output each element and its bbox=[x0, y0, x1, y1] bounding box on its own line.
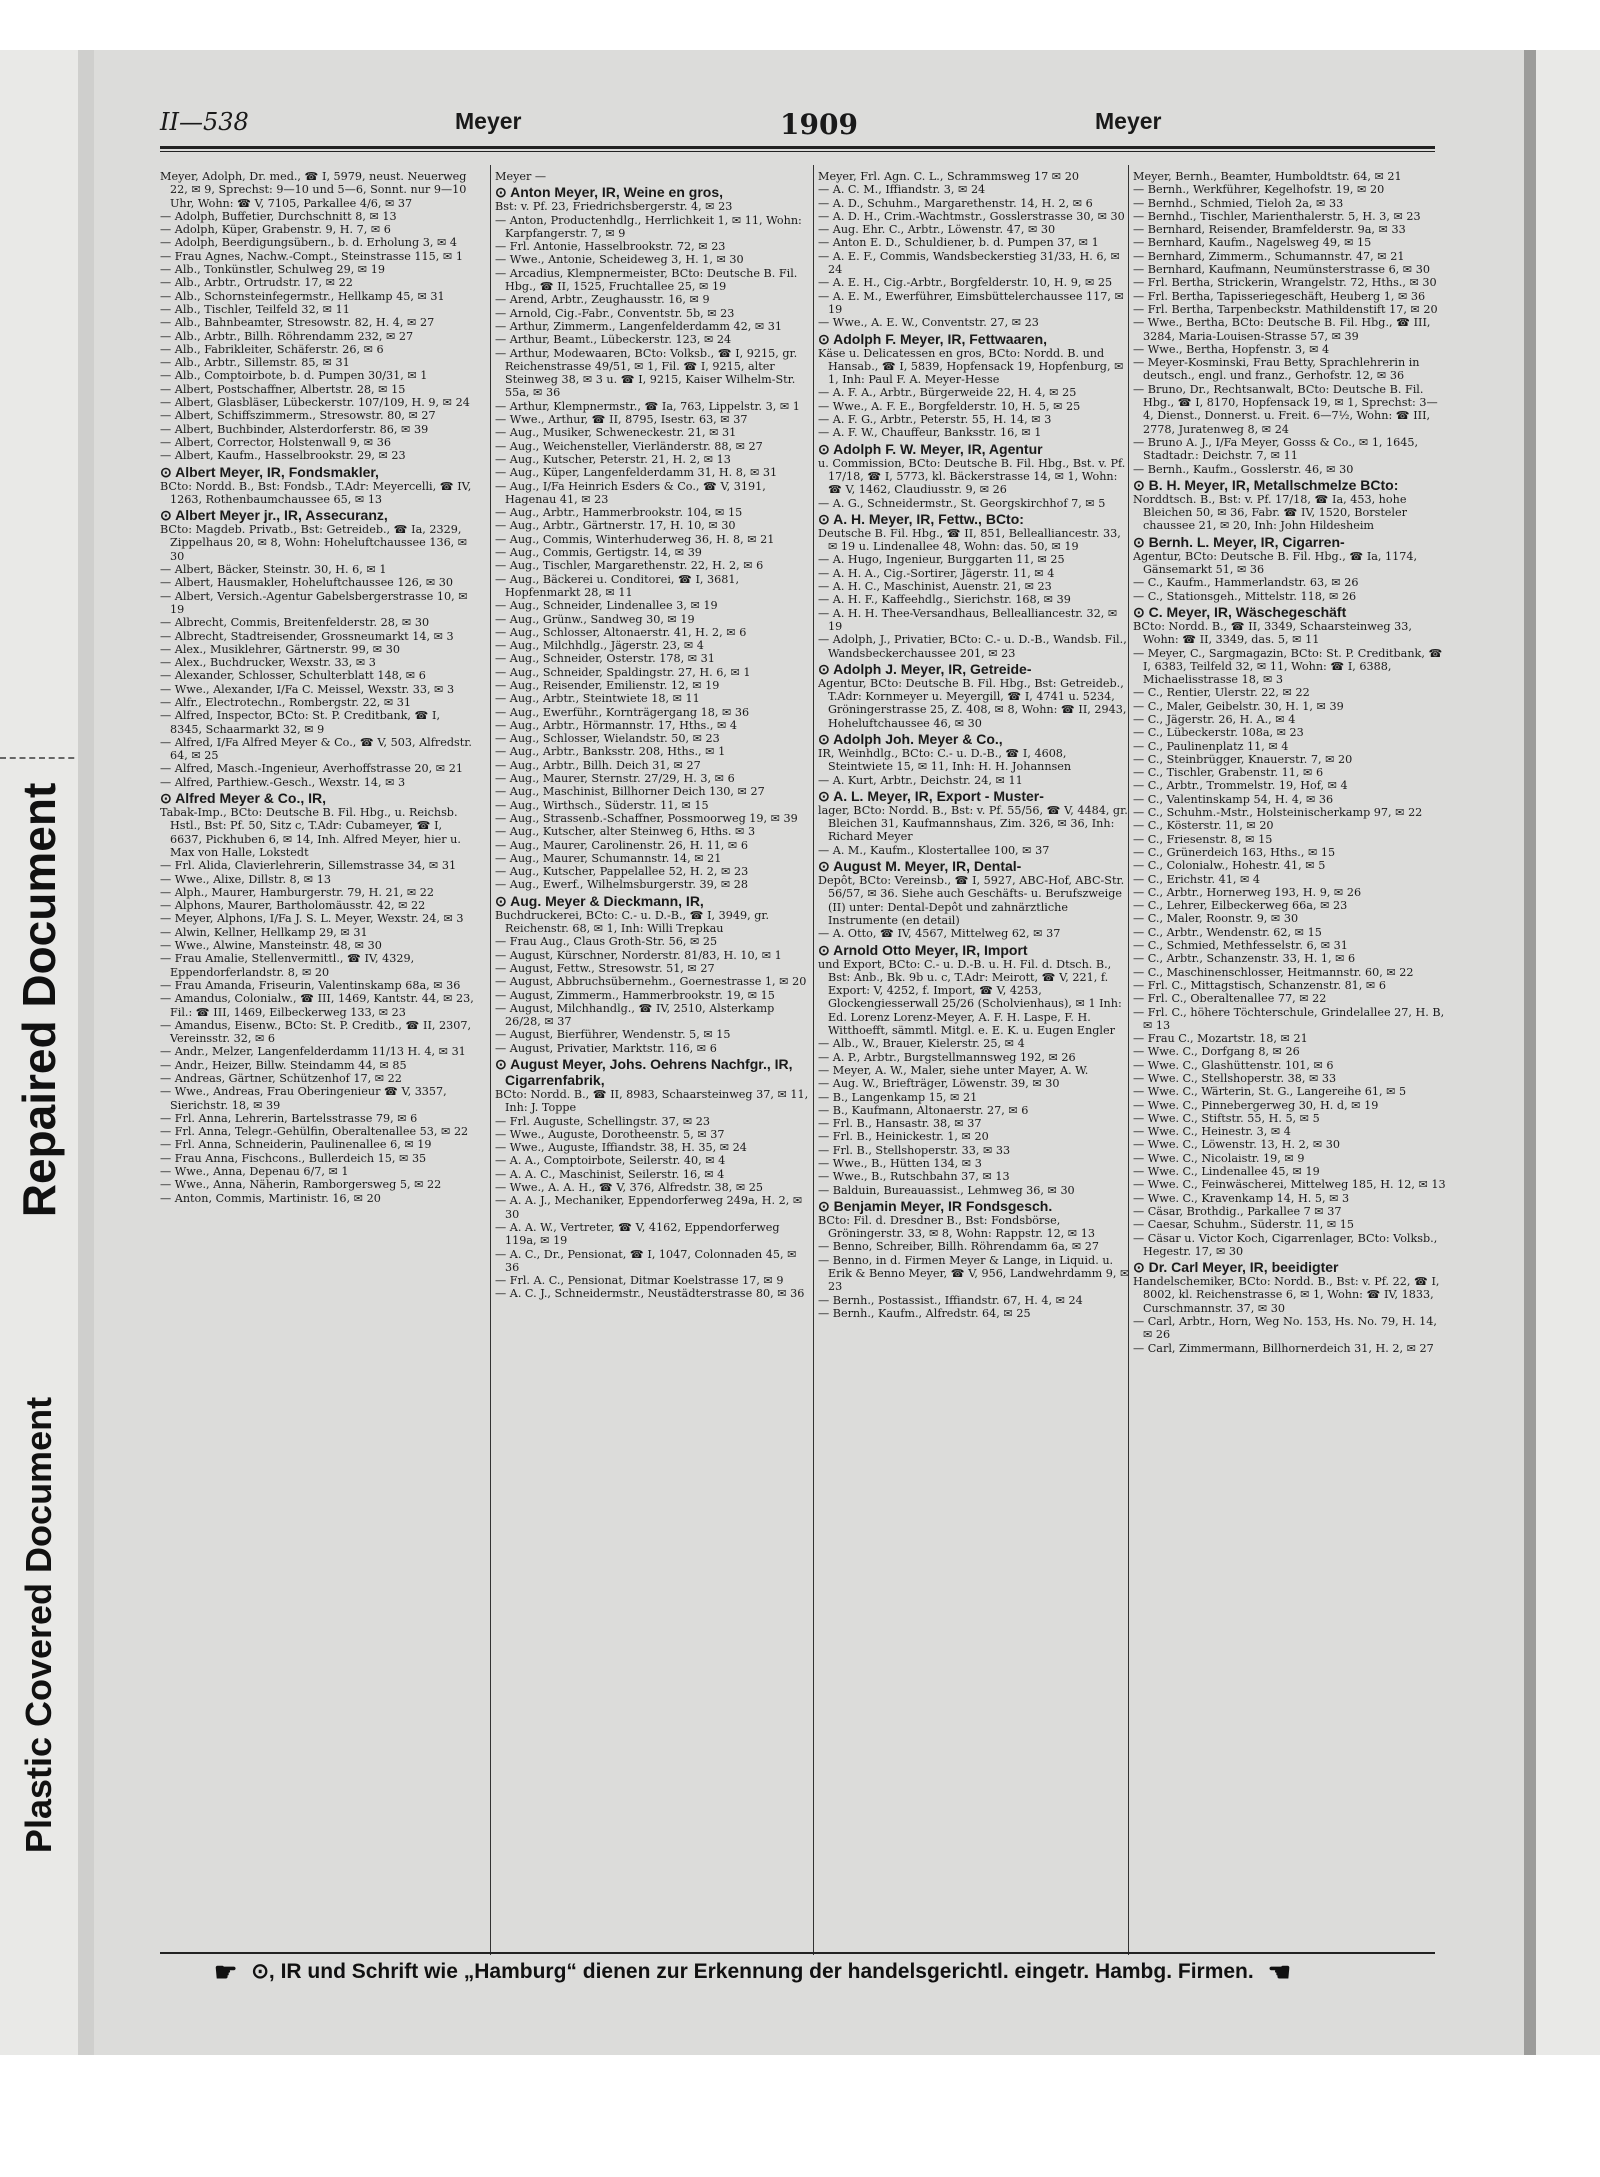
directory-entry: — A. F. G., Arbtr., Peterstr. 55, H. 14, ✉ 3 bbox=[818, 413, 1052, 427]
directory-entry: — Arnold, Cig.-Fabr., Conventstr. 5b, ✉ 23 bbox=[495, 306, 735, 320]
directory-column-2 bbox=[495, 170, 810, 1948]
directory-entry: — A. A. J., Mechaniker, Eppendorferweg 249a, H. 2, ✉ 30 bbox=[495, 1194, 803, 1221]
directory-entry: — C., Lehrer, Eilbeckerweg 66a, ✉ 23 bbox=[1133, 899, 1348, 913]
directory-entry: — Wwe., Alwine, Mansteinstr. 48, ✉ 30 bbox=[160, 939, 382, 953]
directory-entry: — Andr., Melzer, Langenfelderdamm 11/13 H. 4, ✉ 31 bbox=[160, 1045, 466, 1059]
directory-entry: — C., Jägerstr. 26, H. A., ✉ 4 bbox=[1133, 712, 1296, 726]
directory-entry: Meyer, Adolph, Dr. med., ☎ I, 5979, neust. Neuerweg 22, ✉ 9, Sprechst: 9—10 und 5—6, Sonnt. nur 9—10 Uhr, Wohn: ☎ V, 7105, Parkallee 4/6, ✉ 37 bbox=[160, 170, 467, 210]
directory-entry: BCto: Nordd. B., ☎ II, 3349, Schaarsteinweg 33, Wohn: ☎ II, 3349, das. 5, ✉ 11 bbox=[1133, 619, 1412, 647]
directory-entry: — Frl. C., Oberaltenallee 77, ✉ 22 bbox=[1133, 992, 1327, 1006]
directory-entry: — August, Zimmerm., Hammerbrookstr. 19, ✉ 15 bbox=[495, 988, 775, 1002]
directory-entry: — Aug., Weichensteller, Vierländerstr. 88, ✉ 27 bbox=[495, 439, 763, 453]
directory-entry: — Wwe., Auguste, Dorotheenstr. 5, ✉ 37 bbox=[495, 1127, 725, 1141]
firm-entry: ⊙ Anton Meyer, IR, Weine en gros, bbox=[495, 184, 723, 201]
directory-entry: — Bernhard, Kaufm., Nagelsweg 49, ✉ 15 bbox=[1133, 236, 1372, 250]
directory-entry: — Frau Amanda, Friseurin, Valentinskamp 68a, ✉ 36 bbox=[160, 978, 461, 992]
directory-entry: Agentur, BCto: Deutsche B. Fil. Hbg., ☎ Ia, 1174, Gänsemarkt 51, ✉ 36 bbox=[1133, 549, 1418, 577]
directory-entry: lager, BCto: Nordd. B., Bst: v. Pf. 55/56, ☎ V, 4484, gr. Bleichen 31, Kaufmannshaus, Zim. 326, ✉ 36, Inh: Richard Meyer bbox=[818, 803, 1128, 844]
directory-entry: — A. H. A., Cig.-Sortirer, Jägerstr. 11, ✉ 4 bbox=[818, 566, 1055, 580]
directory-entry: — Wwe., B., Rutschbahn 37, ✉ 13 bbox=[818, 1170, 1010, 1184]
directory-entry: — Wwe. C., Wärterin, St. G., Langereihe 61, ✉ 5 bbox=[1133, 1085, 1407, 1099]
directory-entry: — A. D., Schuhm., Margarethenstr. 14, H. 2, ✉ 6 bbox=[818, 196, 1093, 210]
header-left-name: Meyer bbox=[455, 108, 522, 134]
directory-entry: — A. A. C., Maschinist, Seilerstr. 16, ✉ 4 bbox=[495, 1167, 725, 1181]
header-rule bbox=[160, 146, 1435, 149]
directory-entry: — Bernhard, Reisender, Bramfelderstr. 9a, ✉ 33 bbox=[1133, 223, 1406, 237]
directory-entry: — Aug., Maurer, Sternstr. 27/29, H. 3, ✉ 6 bbox=[495, 772, 735, 786]
firm-entry: ⊙ Albert Meyer jr., IR, Assecuranz, bbox=[160, 507, 388, 524]
directory-entry: — Adolph, J., Privatier, BCto: C.- u. D.-B., Wandsb. Fil., Wandsbeckerchaussee 201, ✉ 23 bbox=[818, 633, 1127, 660]
directory-entry: — Anton, Productenhdlg., Herrlichkeit 1, ✉ 11, Wohn: Karpfangerstr. 7, ✉ 9 bbox=[495, 213, 802, 240]
directory-entry: Buchdruckerei, BCto: C.- u. D.-B., ☎ I, 3949, gr. Reichenstr. 68, ✉ 1, Inh: Willi Trepkau bbox=[495, 908, 770, 936]
directory-entry: — A. C., Dr., Pensionat, ☎ I, 1047, Colonnaden 45, ✉ 36 bbox=[495, 1247, 797, 1274]
directory-entry: — B., Kaufmann, Altonaerstr. 27, ✉ 6 bbox=[818, 1103, 1029, 1117]
directory-entry: Deutsche B. Fil. Hbg., ☎ II, 851, Bellealliancestr. 33, ✉ 19 u. Lindenallee 48, Wohn: das. 50, ✉ 19 bbox=[818, 526, 1121, 554]
directory-entry: — Aug., Arbtr., Hörmannstr. 17, Hths., ✉ 4 bbox=[495, 718, 737, 732]
directory-entry: Agentur, BCto: Deutsche B. Fil. Hbg., Bst: Getreideb., T.Adr: Kornmeyer u. Meyergill, ☎ I, 4741 u. 5234, Gröningerstrasse 25, Z. 408, ✉ 8, Wohn: ☎ II, 2943, Hoheluftchaussee 46, ✉ 30 bbox=[818, 676, 1127, 730]
directory-entry: — Alb., Arbtr., Ortrudstr. 17, ✉ 22 bbox=[160, 276, 353, 290]
directory-entry: — Frau Agnes, Nachw.-Compt., Steinstrasse 115, ✉ 1 bbox=[160, 249, 463, 263]
header-right-name: Meyer bbox=[1095, 108, 1162, 134]
directory-entry: — C., Maler, Geibelstr. 30, H. 1, ✉ 39 bbox=[1133, 699, 1344, 713]
directory-entry: BCto: Nordd. B., Bst: Fondsb., T.Adr: Meyercelli, ☎ IV, 1263, Rothenbaumchaussee 65, ✉ 13 bbox=[160, 479, 472, 506]
directory-entry: — Wwe., Antonie, Scheideweg 3, H. 1, ✉ 30 bbox=[495, 253, 744, 267]
directory-entry: — Albrecht, Commis, Breitenfelderstr. 28, ✉ 30 bbox=[160, 616, 430, 630]
directory-entry: — B., Langenkamp 15, ✉ 21 bbox=[818, 1090, 978, 1104]
directory-entry: — A. Otto, ☎ IV, 4567, Mittelweg 62, ✉ 37 bbox=[818, 927, 1061, 941]
firm-entry: ⊙ Benjamin Meyer, IR Fondsgesch. bbox=[818, 1197, 1053, 1214]
directory-entry: — Meyer, C., Sargmagazin, BCto: St. P. Creditbank, ☎ I, 6383, Teilfeld 32, ✉ 11, Wohn: ☎ I, 6388, Michaelisstrasse 18, ✉ 3 bbox=[1133, 646, 1443, 687]
directory-entry: — Alfred, Masch.-Ingenieur, Averhoffstrasse 20, ✉ 21 bbox=[160, 762, 463, 776]
directory-entry: — Frl. Anna, Schneiderin, Paulinenallee 6, ✉ 19 bbox=[160, 1138, 432, 1152]
directory-entry: — Wwe. C., Glashüttenstr. 101, ✉ 6 bbox=[1133, 1058, 1334, 1072]
directory-entry: — Bernhd., Schmied, Tieloh 2a, ✉ 33 bbox=[1133, 196, 1344, 210]
directory-entry: — A. G., Schneidermstr., St. Georgskirchhof 7, ✉ 5 bbox=[818, 496, 1106, 510]
directory-entry: — Aug., Grünw., Sandweg 30, ✉ 19 bbox=[495, 612, 695, 626]
directory-entry: — Albert, Hausmakler, Hoheluftchaussee 126, ✉ 30 bbox=[160, 576, 453, 590]
directory-entry: — C., Friesenstr. 8, ✉ 15 bbox=[1133, 832, 1273, 846]
directory-entry: — Frau C., Mozartstr. 18, ✉ 21 bbox=[1133, 1032, 1308, 1046]
directory-entry: — Wwe., A. F. E., Borgfelderstr. 10, H. 5, ✉ 25 bbox=[818, 399, 1081, 413]
directory-entry: — A. F. A., Arbtr., Bürgerweide 22, H. 4, ✉ 25 bbox=[818, 386, 1077, 400]
directory-entry: — C., Stationsgeh., Mittelstr. 118, ✉ 26 bbox=[1133, 589, 1357, 603]
directory-entry: — C., Arbtr., Trommelstr. 19, Hof, ✉ 4 bbox=[1133, 779, 1348, 793]
directory-entry: — Aug., Arbtr., Banksstr. 208, Hths., ✉ 1 bbox=[495, 745, 726, 759]
directory-entry: — Bernhard, Zimmerm., Schumannstr. 47, ✉ 21 bbox=[1133, 249, 1405, 263]
directory-entry: — Alphons, Maurer, Bartholomäusstr. 42, ✉ 22 bbox=[160, 899, 426, 913]
directory-entry: — Andreas, Gärtner, Schützenhof 17, ✉ 22 bbox=[160, 1072, 402, 1085]
directory-entry: — Caesar, Schuhm., Süderstr. 11, ✉ 15 bbox=[1133, 1218, 1355, 1232]
directory-entry: — Wwe., A. E. W., Conventstr. 27, ✉ 23 bbox=[818, 316, 1039, 330]
directory-entry: — Aug., Reisender, Emilienstr. 12, ✉ 19 bbox=[495, 678, 720, 692]
directory-entry: — A. F. W., Chauffeur, Banksstr. 16, ✉ 1 bbox=[818, 426, 1042, 440]
directory-entry: — Aug., Bäckerei u. Conditorei, ☎ I, 3681, Hopfenmarkt 28, ✉ 11 bbox=[495, 572, 740, 599]
directory-entry: — C., Grünerdeich 163, Hths., ✉ 15 bbox=[1133, 845, 1336, 859]
directory-entry: — Arthur, Zimmerm., Langenfelderdamm 42, ✉ 31 bbox=[495, 319, 783, 333]
directory-entry: — Alb., Bahnbeamter, Stresowstr. 82, H. 4, ✉ 27 bbox=[160, 316, 435, 330]
directory-entry: — Alph., Maurer, Hamburgerstr. 79, H. 21, ✉ 22 bbox=[160, 885, 435, 899]
directory-entry: — Alexander, Schlosser, Schulterblatt 148, ✉ 6 bbox=[160, 669, 426, 683]
footer-note: ⊙, IR und Schrift wie „Hamburg“ dienen zur Erkennung der handelsgerichtl. eingetr. Hambg. Firmen. bbox=[251, 1960, 1254, 1984]
directory-entry: — Bernhard, Kaufmann, Neumünsterstrasse 6, ✉ 30 bbox=[1133, 263, 1430, 277]
directory-entry: — C., Arbtr., Schanzenstr. 33, H. 1, ✉ 6 bbox=[1133, 952, 1356, 966]
directory-entry: — A. C. M., Iffiandstr. 3, ✉ 24 bbox=[818, 183, 986, 197]
column-divider bbox=[490, 165, 491, 1955]
directory-entry: — Aug., Commis, Winterhuderweg 36, H. 8, ✉ 21 bbox=[495, 532, 775, 546]
directory-entry: — C., Steinbrügger, Knauerstr. 7, ✉ 20 bbox=[1133, 752, 1353, 766]
directory-entry: — A. M., Kaufm., Klostertallee 100, ✉ 37 bbox=[818, 843, 1050, 857]
directory-entry: — Wwe., A. A. H., ☎ V, 376, Alfredstr. 38, ✉ 25 bbox=[495, 1181, 764, 1195]
directory-entry: — A. A. W., Vertreter, ☎ V, 4162, Eppendorferweg 119a, ✉ 19 bbox=[495, 1220, 780, 1248]
pointing-hand-right-icon: ☚ bbox=[1267, 1957, 1292, 1987]
directory-entry: — Alb., Arbtr., Sillemstr. 85, ✉ 31 bbox=[160, 356, 350, 370]
directory-entry: BCto: Magdeb. Privatb., Bst: Getreideb., ☎ Ia, 2329, Zippelhaus 20, ✉ 8, Wohn: Hoheluftchaussee 136, ✉ 30 bbox=[160, 523, 468, 563]
directory-entry: — Frl. Bertha, Tapisseriegeschäft, Heuberg 1, ✉ 36 bbox=[1133, 289, 1426, 303]
directory-entry: — A. P., Arbtr., Burgstellmannsweg 192, ✉ 26 bbox=[818, 1050, 1076, 1064]
directory-entry: — Frl. B., Hansastr. 38, ✉ 37 bbox=[818, 1117, 982, 1131]
directory-entry: — C., Erichstr. 41, ✉ 4 bbox=[1133, 872, 1260, 886]
firm-entry: ⊙ Adolph Joh. Meyer & Co., bbox=[818, 730, 1003, 747]
firm-entry: ⊙ Arnold Otto Meyer, IR, Import bbox=[818, 941, 1028, 958]
page-gutter bbox=[78, 50, 94, 2055]
directory-entry: — Bernh., Werkführer, Kegelhofstr. 19, ✉ 20 bbox=[1133, 183, 1385, 197]
directory-entry: — Andr., Heizer, Billw. Steindamm 44, ✉ 85 bbox=[160, 1058, 407, 1072]
firm-entry: ⊙ August Meyer, Johs. Oehrens Nachfgr., IR, Cigarrenfabrik, bbox=[495, 1056, 793, 1088]
directory-entry: — Frl. C., Mittagstisch, Schanzenstr. 81, ✉ 6 bbox=[1133, 978, 1386, 992]
directory-entry: — Frl. Anna, Lehrerin, Bartelsstrasse 79, ✉ 6 bbox=[160, 1111, 418, 1125]
firm-entry: ⊙ A. H. Meyer, IR, Fettw., BCto: bbox=[818, 510, 1024, 527]
directory-entry: — Wwe., Arthur, ☎ II, 8795, Isestr. 63, ✉ 37 bbox=[495, 413, 748, 427]
directory-entry: — August, Fettw., Stresowstr. 51, ✉ 27 bbox=[495, 961, 715, 975]
directory-entry: IR, Weinhdlg., BCto: C.- u. D.-B., ☎ I, 4608, Steintwiete 15, ✉ 11, Inh: H. H. Johannsen bbox=[818, 746, 1072, 774]
directory-entry: Meyer, Bernh., Beamter, Humboldtstr. 64, ✉ 21 bbox=[1133, 170, 1402, 183]
directory-entry: — Anton E. D., Schuldiener, b. d. Pumpen 37, ✉ 1 bbox=[818, 236, 1099, 250]
directory-entry: — Aug., Ewerführ., Kornträgergang 18, ✉ 36 bbox=[495, 705, 750, 719]
directory-entry: — Aug., Kutscher, Pappelallee 52, H. 2, ✉ 23 bbox=[495, 865, 749, 879]
directory-entry: — A. C. J., Schneidermstr., Neustädterstrasse 80, ✉ 36 bbox=[495, 1287, 805, 1301]
directory-entry: — Aug., Strassenb.-Schaffner, Possmoorweg 19, ✉ 39 bbox=[495, 811, 798, 825]
directory-entry: — Arcadius, Klempnermeister, BCto: Deutsche B. Fil. Hbg., ☎ II, 1525, Fruchtallee 25, ✉ 19 bbox=[495, 266, 798, 294]
directory-entry: — Frl. Bertha, Tarpenbeckstr. Mathildenstift 17, ✉ 20 bbox=[1133, 302, 1438, 316]
directory-entry: — A. H. F., Kaffeehdlg., Sierichstr. 168, ✉ 39 bbox=[818, 593, 1071, 607]
directory-entry: — Albrecht, Stadtreisender, Grossneumarkt 14, ✉ 3 bbox=[160, 629, 454, 643]
directory-entry: — Aug., Ewerf., Wilhelmsburgerstr. 39, ✉ 28 bbox=[495, 878, 749, 892]
directory-entry: — A. E. H., Cig.-Arbtr., Borgfelderstr. 10, H. 9, ✉ 25 bbox=[818, 276, 1113, 290]
directory-entry: — Meyer-Kosminski, Frau Betty, Sprachlehrerin in deutsch., engl. und franz., Gerhofstr. 12, ✉ 36 bbox=[1133, 356, 1420, 383]
directory-entry: — Meyer, A. W., Maler, siehe unter Mayer, A. W. bbox=[818, 1063, 1089, 1077]
directory-entry: — Aug., Arbtr., Gärtnerstr. 17, H. 10, ✉ 30 bbox=[495, 519, 736, 533]
directory-entry: — A. H. H. Thee-Versandhaus, Bellealliancestr. 32, ✉ 19 bbox=[818, 606, 1118, 633]
directory-entry: — Albert, Glasbläser, Lübeckerstr. 107/109, H. 9, ✉ 24 bbox=[160, 396, 470, 410]
directory-entry: — Wwe., Andreas, Frau Oberingenieur ☎ V, 3357, Sierichstr. 18, ✉ 39 bbox=[160, 1085, 447, 1112]
directory-entry: — C., Arbtr., Wendenstr. 62, ✉ 15 bbox=[1133, 925, 1322, 939]
firm-entry: ⊙ Aug. Meyer & Dieckmann, IR, bbox=[495, 892, 704, 909]
directory-entry: — August, Kürschner, Norderstr. 81/83, H. 10, ✉ 1 bbox=[495, 948, 782, 962]
header-year: 1909 bbox=[780, 108, 858, 141]
directory-entry: — Albert, Corrector, Holstenwall 9, ✉ 36 bbox=[160, 435, 391, 449]
directory-entry: — Alwin, Kellner, Hellkamp 29, ✉ 31 bbox=[160, 925, 368, 939]
directory-entry: — August, Milchhandlg., ☎ IV, 2510, Alsterkamp 26/28, ✉ 37 bbox=[495, 1001, 775, 1029]
directory-entry: — Carl, Zimmermann, Billhornerdeich 31, H. 2, ✉ 27 bbox=[1133, 1341, 1434, 1355]
header-rule-thin bbox=[160, 151, 1435, 152]
directory-entry: — Bernh., Kaufm., Alfredstr. 64, ✉ 25 bbox=[818, 1306, 1031, 1320]
directory-entry: — Wwe. C., Stiftstr. 55, H. 5, ✉ 5 bbox=[1133, 1111, 1320, 1125]
directory-entry: — Wwe., Bertha, Hopfenstr. 3, ✉ 4 bbox=[1133, 342, 1330, 356]
directory-entry: — Frl. Antonie, Hasselbrookstr. 72, ✉ 23 bbox=[495, 240, 726, 254]
directory-entry: — Cäsar u. Victor Koch, Cigarrenlager, BCto: Volksb., Hegestr. 17, ✉ 30 bbox=[1133, 1231, 1438, 1258]
directory-entry: — C., Colonialw., Hohestr. 41, ✉ 5 bbox=[1133, 859, 1326, 873]
directory-entry: — Aug., Milchhdlg., Jägerstr. 23, ✉ 4 bbox=[495, 639, 704, 653]
directory-entry: — Frau Aug., Claus Groth-Str. 56, ✉ 25 bbox=[495, 935, 718, 949]
directory-entry: — Albert, Bäcker, Steinstr. 30, H. 6, ✉ 1 bbox=[160, 563, 387, 577]
dashed-cut-line bbox=[0, 757, 84, 759]
directory-entry: — August, Abbruchsübernehm., Goernestrasse 1, ✉ 20 bbox=[495, 975, 807, 989]
directory-entry: — Arend, Arbtr., Zeughausstr. 16, ✉ 9 bbox=[495, 293, 710, 307]
directory-entry: — Aug., Wirthsch., Süderstr. 11, ✉ 15 bbox=[495, 798, 709, 812]
directory-entry: — Frau Anna, Fischcons., Bullerdeich 15, ✉ 35 bbox=[160, 1151, 427, 1165]
directory-entry: — Aug. Ehr. C., Arbtr., Löwenstr. 47, ✉ 30 bbox=[818, 223, 1056, 237]
directory-entry: — Wwe., Anna, Depenau 6/7, ✉ 1 bbox=[160, 1165, 349, 1179]
directory-entry: — Alb., Fabrikleiter, Schäferstr. 26, ✉ 6 bbox=[160, 342, 384, 356]
firm-entry: ⊙ Dr. Carl Meyer, IR, beeidigter bbox=[1133, 1259, 1339, 1276]
directory-entry: — Aug., Kutscher, Peterstr. 21, H. 2, ✉ 13 bbox=[495, 452, 731, 466]
directory-entry: — C., Valentinskamp 54, H. 4, ✉ 36 bbox=[1133, 792, 1334, 806]
directory-entry: — Arthur, Modewaaren, BCto: Volksb., ☎ I, 9215, gr. Reichenstrasse 49/51, ✉ 1, Fil. ☎ I, 9215, alter Steinweg 38, ✉ 3 u. ☎ I, 9215, Kaiser Wilhelm-Str. 55a, ✉ 36 bbox=[495, 346, 798, 400]
directory-entry: — C., Paulinenplatz 11, ✉ 4 bbox=[1133, 739, 1289, 753]
directory-entry: — Benno, Schreiber, Billh. Röhrendamm 6a, ✉ 27 bbox=[818, 1240, 1100, 1254]
directory-column-3 bbox=[818, 170, 1133, 1948]
directory-entry: — Wwe., Alexander, I/Fa C. Meissel, Wexstr. 33, ✉ 3 bbox=[160, 682, 455, 696]
directory-entry: — Anton, Commis, Martinistr. 16, ✉ 20 bbox=[160, 1191, 381, 1205]
directory-entry: — Frl. Bertha, Strickerin, Wrangelstr. 72, Hths., ✉ 30 bbox=[1133, 276, 1437, 290]
firm-entry: ⊙ August M. Meyer, IR, Dental- bbox=[818, 858, 1022, 875]
firm-entry: ⊙ B. H. Meyer, IR, Metallschmelze BCto: bbox=[1133, 476, 1399, 493]
directory-entry: — Aug., Schneider, Lindenallee 3, ✉ 19 bbox=[495, 599, 718, 613]
directory-entry: — C., Schuhm.-Mstr., Holsteinischerkamp 97, ✉ 22 bbox=[1133, 806, 1423, 820]
directory-entry: u. Commission, BCto: Deutsche B. Fil. Hbg., Bst. v. Pf. 17/18, ☎ I, 5773, kl. Bäckerstrasse 14, ✉ 1, Wohn: ☎ V, 1462, Claudiusstr. 9, ✉ 26 bbox=[818, 456, 1126, 497]
directory-entry: BCto: Nordd. B., ☎ II, 8983, Schaarsteinweg 37, ✉ 11, Inh: J. Toppe bbox=[495, 1088, 809, 1115]
directory-entry: — Frl. C., höhere Töchterschule, Grindelallee 27, H. B, ✉ 13 bbox=[1133, 1005, 1445, 1032]
firm-entry: ⊙ Albert Meyer, IR, Fondsmakler, bbox=[160, 463, 379, 480]
column-divider bbox=[813, 165, 814, 1955]
directory-entry: — Aug., I/Fa Heinrich Esders & Co., ☎ V, 3191, Hagenau 41, ✉ 23 bbox=[495, 479, 766, 506]
directory-entry: — August, Privatier, Marktstr. 116, ✉ 6 bbox=[495, 1041, 717, 1055]
directory-entry: — C., Arbtr., Hornerweg 193, H. 9, ✉ 26 bbox=[1133, 885, 1362, 899]
directory-entry: — Alb., Comptoirbote, b. d. Pumpen 30/31, ✉ 1 bbox=[160, 369, 428, 383]
directory-entry: BCto: Fil. d. Dresdner B., Bst: Fondsbörse, Gröningerstr. 33, ✉ 8, Wohn: Rappstr. 12, ✉ 13 bbox=[818, 1213, 1095, 1241]
directory-entry: — A. Kurt, Arbtr., Deichstr. 24, ✉ 11 bbox=[818, 773, 1023, 787]
directory-entry: — Adolph, Buffetier, Durchschnitt 8, ✉ 13 bbox=[160, 209, 397, 223]
directory-entry: — Aug., Arbtr., Hammerbrookstr. 104, ✉ 15 bbox=[495, 506, 743, 520]
directory-entry: — Benno, in d. Firmen Meyer & Lange, in Liquid. u. Erik & Benno Meyer, ☎ V, 956, Landwehrdamm 9, ✉ 23 bbox=[818, 1253, 1130, 1294]
directory-entry: — Wwe. C., Löwenstr. 13, H. 2, ✉ 30 bbox=[1133, 1138, 1341, 1152]
firm-entry: ⊙ Adolph J. Meyer, IR, Getreide- bbox=[818, 660, 1032, 677]
directory-entry: — C., Kösterstr. 11, ✉ 20 bbox=[1133, 819, 1274, 833]
firm-entry: ⊙ Bernh. L. Meyer, IR, Cigarren- bbox=[1133, 533, 1345, 550]
directory-entry: — Frl. Anna, Telegr.-Gehülfin, Oberaltenallee 53, ✉ 22 bbox=[160, 1125, 469, 1139]
directory-entry: — C., Rentier, Ulerstr. 22, ✉ 22 bbox=[1133, 686, 1310, 700]
directory-entry: — Alfred, Inspector, BCto: St. P. Creditbank, ☎ I, 8345, Schaarmarkt 32, ✉ 9 bbox=[160, 709, 441, 736]
directory-entry: — Wwe., Auguste, Iffiandstr. 38, H. 35, ✉ 24 bbox=[495, 1141, 747, 1155]
directory-entry: — Bruno, Dr., Rechtsanwalt, BCto: Deutsche B. Fil. Hbg., ☎ I, 8170, Hopfensack 19, ✉ 1, Sprechst: 3—4, Dienst., Donnerst. u. Freit. 6—7½, Wohn: ☎ III, 2778, Juratenweg 8, ✉ 24 bbox=[1133, 382, 1438, 436]
directory-entry: — Wwe. C., Lindenallee 45, ✉ 19 bbox=[1133, 1165, 1320, 1179]
directory-entry: — C., Lübeckerstr. 108a, ✉ 23 bbox=[1133, 726, 1304, 740]
directory-entry: — Wwe. C., Nicolaistr. 19, ✉ 9 bbox=[1133, 1151, 1305, 1165]
firm-entry: ⊙ Adolph F. W. Meyer, IR, Agentur bbox=[818, 440, 1043, 457]
page-number: II—538 bbox=[160, 108, 249, 136]
directory-entry: — Aug., Arbtr., Steintwiete 18, ✉ 11 bbox=[495, 692, 700, 706]
directory-entry: — A. E. M., Ewerführer, Eimsbüttelerchaussee 117, ✉ 19 bbox=[818, 289, 1124, 316]
directory-entry: Meyer, Frl. Agn. C. L., Schrammsweg 17 ✉ 20 bbox=[818, 170, 1079, 183]
directory-entry: — Alex., Buchdrucker, Wexstr. 33, ✉ 3 bbox=[160, 656, 376, 670]
directory-entry: — Wwe. C., Stellshoperstr. 38, ✉ 33 bbox=[1133, 1072, 1337, 1085]
directory-entry: — Adolph, Beerdigungsübern., b. d. Erholung 3, ✉ 4 bbox=[160, 236, 457, 250]
directory-entry: — Aug., Maurer, Schumannstr. 14, ✉ 21 bbox=[495, 851, 722, 865]
directory-entry: — Wwe., Alixe, Dillstr. 8, ✉ 13 bbox=[160, 872, 331, 886]
plastic-covered-label: Plastic Covered Document bbox=[18, 1396, 59, 1854]
directory-entry: — Cäsar, Brothdig., Parkallee 7 ✉ 37 bbox=[1133, 1204, 1342, 1218]
directory-entry: — Wwe. C., Feinwäscherei, Mittelweg 185, H. 12, ✉ 13 bbox=[1133, 1178, 1446, 1192]
firm-entry: ⊙ C. Meyer, IR, Wäschegeschäft bbox=[1133, 603, 1347, 620]
directory-entry: — A. E. F., Commis, Wandsbeckerstieg 31/33, H. 6, ✉ 24 bbox=[818, 249, 1120, 277]
directory-entry: — Alb., W., Brauer, Kielerstr. 25, ✉ 4 bbox=[818, 1037, 1025, 1051]
directory-entry: — Aug., Schlosser, Altonaerstr. 41, H. 2, ✉ 6 bbox=[495, 625, 747, 639]
directory-entry: Norddtsch. B., Bst: v. Pf. 17/18, ☎ Ia, 453, hohe Bleichen 50, ✉ 36, Fabr. ☎ IV, 1520, Borsteler chaussee 21, ✉ 20, Inh: John Hildesheim bbox=[1133, 492, 1407, 533]
directory-entry: — Frl. Auguste, Schellingstr. 37, ✉ 23 bbox=[495, 1114, 711, 1128]
directory-entry: — Wwe. C., Dorfgang 8, ✉ 26 bbox=[1133, 1045, 1300, 1059]
firm-entry: ⊙ Adolph F. Meyer, IR, Fettwaaren, bbox=[818, 330, 1048, 347]
directory-entry: — Albert, Buchbinder, Alsterdorferstr. 86, ✉ 39 bbox=[160, 422, 429, 436]
repaired-document-label: Repaired Document bbox=[13, 782, 65, 1218]
directory-entry: — Aug., Schneider, Spaldingstr. 27, H. 6, ✉ 1 bbox=[495, 665, 751, 679]
directory-entry: — Aug., Tischler, Margarethenstr. 22, H. 2, ✉ 6 bbox=[495, 559, 764, 573]
directory-entry: — Wwe., Anna, Näherin, Ramborgersweg 5, ✉ 22 bbox=[160, 1178, 442, 1192]
directory-entry: — C., Kaufm., Hammerlandstr. 63, ✉ 26 bbox=[1133, 576, 1359, 590]
directory-entry: Bst: v. Pf. 23, Friedrichsbergerstr. 4, ✉ 23 bbox=[495, 200, 733, 214]
directory-entry: — Wwe., B., Hütten 134, ✉ 3 bbox=[818, 1157, 982, 1170]
footer-rule bbox=[160, 1952, 1435, 1954]
directory-entry: — C., Tischler, Grabenstr. 11, ✉ 6 bbox=[1133, 766, 1324, 780]
directory-entry: — A. H. C., Maschinist, Auenstr. 21, ✉ 23 bbox=[818, 580, 1052, 594]
directory-entry: Depôt, BCto: Vereinsb., ☎ I, 5927, ABC-Hof, ABC-Str. 56/57, ✉ 36. Siehe auch Geschäfts- u. Berufszweige (II) unter: Dental-Depôt und zahnärztliche Instrumente (en detail) bbox=[818, 874, 1125, 927]
directory-entry: — Alfred, Parthiew.-Gesch., Wexstr. 14, ✉ 3 bbox=[160, 775, 406, 789]
directory-column-1 bbox=[160, 170, 475, 1948]
directory-entry: — Bernh., Kaufm., Gosslerstr. 46, ✉ 30 bbox=[1133, 462, 1354, 476]
directory-entry: — Adolph, Küper, Grabenstr. 9, H. 7, ✉ 6 bbox=[160, 223, 391, 237]
directory-entry: — A. D. H., Crim.-Wachtmstr., Gosslerstrasse 30, ✉ 30 bbox=[818, 209, 1125, 223]
directory-entry: — Aug., Schlosser, Wielandstr. 50, ✉ 23 bbox=[495, 732, 720, 746]
directory-entry: — Amandus, Eisenw., BCto: St. P. Creditb., ☎ II, 2307, Vereinsstr. 32, ✉ 6 bbox=[160, 1018, 472, 1046]
directory-entry: — Wwe. C., Heinestr. 3, ✉ 4 bbox=[1133, 1125, 1291, 1139]
directory-entry: — Carl, Arbtr., Horn, Weg No. 153, Hs. No. 79, H. 14, ✉ 26 bbox=[1133, 1315, 1437, 1342]
directory-entry: — Aug. W., Briefträger, Löwenstr. 39, ✉ 30 bbox=[818, 1077, 1060, 1091]
pointing-hand-left-icon: ☛ bbox=[214, 1957, 238, 1987]
firm-entry: ⊙ Alfred Meyer & Co., IR, bbox=[160, 790, 327, 807]
directory-entry: — Wwe., Bertha, BCto: Deutsche B. Fil. Hbg., ☎ III, 3284, Maria-Louisen-Strasse 57, ✉ 39 bbox=[1133, 316, 1431, 343]
directory-entry: — Bernhd., Tischler, Marienthalerstr. 5, H. 3, ✉ 23 bbox=[1133, 209, 1421, 223]
directory-entry: — Aug., Maschinist, Billhorner Deich 130, ✉ 27 bbox=[495, 785, 765, 799]
directory-entry: — Wwe. C., Kravenkamp 14, H. 5, ✉ 3 bbox=[1133, 1191, 1350, 1205]
directory-entry: — Frau Amalie, Stellenvermittl., ☎ IV, 4329, Eppendorferlandstr. 8, ✉ 20 bbox=[160, 952, 415, 979]
directory-entry: — Meyer, Alphons, I/Fa J. S. L. Meyer, Wexstr. 24, ✉ 3 bbox=[160, 912, 464, 926]
directory-entry: — Aug., Arbtr., Billh. Deich 31, ✉ 27 bbox=[495, 758, 701, 772]
directory-entry: — Bernh., Postassist., Iffiandstr. 67, H. 4, ✉ 24 bbox=[818, 1293, 1083, 1307]
directory-entry: — Albert, Kaufm., Hasselbrookstr. 29, ✉ 23 bbox=[160, 449, 406, 463]
directory-entry: — Albert, Versich.-Agentur Gabelsbergerstrasse 10, ✉ 19 bbox=[160, 589, 468, 616]
directory-entry: — Alb., Tonkünstler, Schulweg 29, ✉ 19 bbox=[160, 263, 385, 277]
directory-entry: — A. Hugo, Ingenieur, Burggarten 11, ✉ 25 bbox=[818, 553, 1065, 567]
directory-entry: Tabak-Imp., BCto: Deutsche B. Fil. Hbg., u. Reichsb. Hstl., Bst: Pf. 50, Sitz c, T.Adr: Cubameyer, ☎ I, 6637, Pickhuben 6, ✉ 14, Inh. Alfred Meyer, hier u. Max von Halle, Lokstedt bbox=[160, 806, 461, 859]
directory-entry: Meyer — bbox=[495, 170, 547, 183]
directory-entry: — Alb., Tischler, Teilfeld 32, ✉ 11 bbox=[160, 302, 350, 316]
directory-entry: — A. A., Comptoirbote, Seilerstr. 40, ✉ 4 bbox=[495, 1154, 726, 1168]
directory-column-4 bbox=[1133, 170, 1448, 1948]
directory-entry: — C., Maschinenschlosser, Heitmannstr. 60, ✉ 22 bbox=[1133, 965, 1414, 979]
page-header bbox=[160, 108, 1430, 144]
directory-entry: — Frl. A. C., Pensionat, Ditmar Koelstrasse 17, ✉ 9 bbox=[495, 1274, 784, 1288]
directory-entry: — Frl. B., Heinickestr. 1, ✉ 20 bbox=[818, 1130, 989, 1144]
directory-entry: — Frl. Alida, Clavierlehrerin, Sillemstrasse 34, ✉ 31 bbox=[160, 859, 457, 873]
directory-entry: — Arthur, Beamt., Lübeckerstr. 123, ✉ 24 bbox=[495, 333, 732, 347]
directory-entry: — Aug., Maurer, Carolinenstr. 26, H. 11, ✉ 6 bbox=[495, 838, 748, 852]
directory-entry: — Alb., Arbtr., Billh. Röhrendamm 232, ✉ 27 bbox=[160, 329, 414, 343]
directory-entry: — Albert, Postschaffner, Albertstr. 28, ✉ 15 bbox=[160, 382, 406, 396]
directory-entry: Handelschemiker, BCto: Nordd. B., Bst: v. Pf. 22, ☎ I, 8002, kl. Reichenstrasse 6, ✉ 1, Wohn: ☎ IV, 1833, Curschmannstr. 37, ✉ 30 bbox=[1133, 1275, 1440, 1315]
directory-entry: — Alex., Musiklehrer, Gärtnerstr. 99, ✉ 30 bbox=[160, 642, 400, 656]
directory-entry: — Wwe. C., Pinnebergerweg 30, H. d, ✉ 19 bbox=[1133, 1098, 1379, 1112]
directory-entry: und Export, BCto: C.- u. D.-B. u. H. Fil. d. Dtsch. B., Bst: Anb., Bk. 9b u. c, T.Adr: Meirott, ☎ V, 221, f. Export: V, 4252, f. Import, ☎ V, 4253, Glockengiesserwall 25/26 (Scholvienhaus), ✉ 1 Inh: Ed. Lorenz Lorenz-Meyer, A. F. H. Laspe, F. H. Witthoefft, sämmtl. Mitgl. e. E. K. u. Eugen Engler bbox=[818, 957, 1122, 1038]
directory-entry: — Arthur, Klempnermstr., ☎ Ia, 763, Lippelstr. 3, ✉ 1 bbox=[495, 399, 800, 413]
directory-entry: — August, Bierführer, Wendenstr. 5, ✉ 15 bbox=[495, 1028, 731, 1042]
page-footer bbox=[200, 1957, 1400, 1988]
directory-entry: — Aug., Commis, Gertigstr. 14, ✉ 39 bbox=[495, 546, 702, 560]
directory-entry: — C., Schmied, Methfesselstr. 6, ✉ 31 bbox=[1133, 939, 1348, 953]
directory-entry: — Alb., Schornsteinfegermstr., Hellkamp 45, ✉ 31 bbox=[160, 289, 445, 303]
directory-entry: — Aug., Schneider, Osterstr. 178, ✉ 31 bbox=[495, 652, 715, 666]
binding-strip bbox=[0, 745, 78, 1905]
directory-entry: — Aug., Küper, Langenfelderdamm 31, H. 8, ✉ 31 bbox=[495, 466, 778, 480]
firm-entry: ⊙ A. L. Meyer, IR, Export - Muster- bbox=[818, 787, 1044, 804]
directory-entry: — Albert, Schiffszimmerm., Stresowstr. 80, ✉ 27 bbox=[160, 409, 436, 423]
directory-entry: — Aug., Musiker, Schweneckestr. 21, ✉ 31 bbox=[495, 426, 737, 440]
page-right-edge bbox=[1524, 50, 1536, 2055]
directory-entry: — Bruno A. J., I/Fa Meyer, Gosss & Co., ✉ 1, 1645, Stadtadr.: Deichstr. 7, ✉ 11 bbox=[1133, 435, 1419, 463]
directory-entry: — Alfred, I/Fa Alfred Meyer & Co., ☎ V, 503, Alfredstr. 64, ✉ 25 bbox=[160, 735, 472, 763]
directory-entry: — Aug., Kutscher, alter Steinweg 6, Hths. ✉ 3 bbox=[495, 825, 756, 839]
directory-entry: Käse u. Delicatessen en gros, BCto: Nordd. B. und Hansab., ☎ I, 5839, Hopfensack 19, Hopfenburg, ✉ 1, Inh: Paul F. A. Meyer-Hesse bbox=[818, 346, 1124, 387]
directory-entry: — Amandus, Colonialw., ☎ III, 1469, Kantstr. 44, ✉ 23, Fil.: ☎ III, 1469, Eilbeckerweg 133, ✉ 23 bbox=[160, 992, 474, 1019]
directory-entry: — Alfr., Electrotechn., Rombergstr. 22, ✉ 31 bbox=[160, 695, 412, 709]
directory-entry: — C., Maler, Roonstr. 9, ✉ 30 bbox=[1133, 912, 1299, 926]
directory-entry: — Balduin, Bureauassist., Lehmweg 36, ✉ 30 bbox=[818, 1183, 1075, 1197]
directory-entry: — Frl. B., Stellshoperstr. 33, ✉ 33 bbox=[818, 1143, 1011, 1157]
